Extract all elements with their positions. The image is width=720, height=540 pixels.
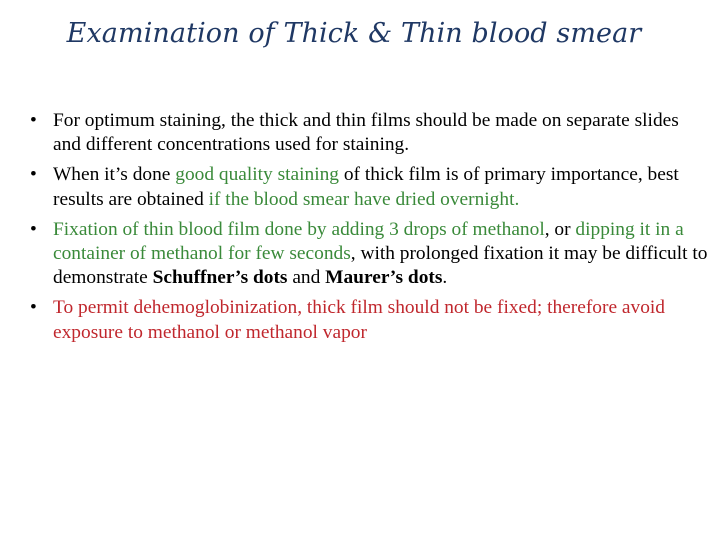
- bullet-text: and: [287, 267, 326, 289]
- bold-term: Schuffner’s dots: [152, 267, 288, 289]
- bold-term: Maurer’s dots: [325, 267, 443, 289]
- bullet-text: , with prolonged fixation it may be difficult to demonstrate: [53, 243, 708, 289]
- bullet-item: [30, 296, 710, 344]
- highlight-text: dipping it in a container of methanol for few seconds: [53, 218, 684, 265]
- warning-text: To permit dehemoglobinization, thick film should not be fixed; therefore avoid exposure to methanol or methanol vapor: [53, 297, 665, 343]
- bullet-dot-icon: •: [30, 218, 37, 240]
- bullet-dot-icon: •: [30, 297, 37, 319]
- bullet-list: [30, 109, 710, 351]
- bullet-text: , or: [544, 218, 576, 240]
- bullet-text: of thick film is of primary importance, best results are obtained: [53, 164, 679, 210]
- highlight-text: good quality staining: [175, 164, 339, 186]
- bullet-item: [30, 163, 710, 211]
- bullet-dot-icon: •: [30, 110, 37, 131]
- bullet-item: [30, 109, 710, 157]
- bullet-text: .: [442, 267, 448, 289]
- slide-title: Examination of Thick & Thin blood smear: [66, 18, 642, 49]
- highlight-text: if the blood smear have dried overnight.: [208, 188, 520, 210]
- bullet-text: When it’s done: [53, 164, 176, 186]
- bullet-dot-icon: •: [30, 164, 37, 186]
- bullet-text: For optimum staining, the thick and thin films should be made on separate slides and different concentrations used for staining.: [53, 110, 679, 156]
- highlight-text: Fixation of thin blood film done by adding 3 drops of methanol: [53, 218, 545, 240]
- bullet-item: [30, 218, 710, 291]
